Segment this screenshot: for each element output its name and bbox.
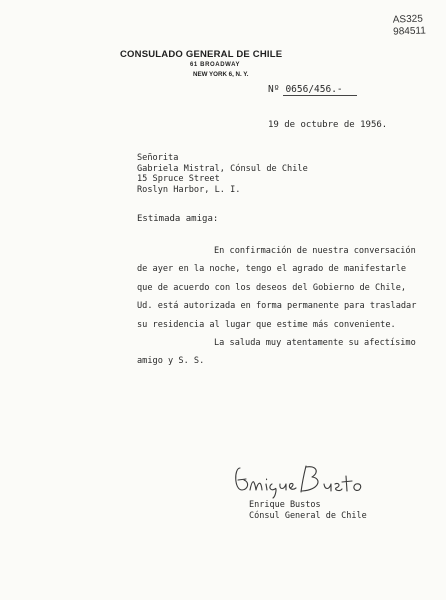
letterhead-city: NEW YORK 6, N. Y. (193, 71, 249, 78)
archive-code-line-1: AS325 (392, 13, 423, 26)
salutation: Estimada amiga: (137, 214, 219, 224)
handwritten-signature (230, 460, 370, 500)
body-line: amigo y S. S. (137, 356, 205, 367)
letterhead (120, 49, 320, 78)
body-line: su residencia al lugar que estime más conveniente. (137, 319, 396, 330)
recipient-line: Gabriela Mistral, Cónsul de Chile (137, 163, 308, 174)
body-line: Ud. está autorizada en forma permanente para trasladar (137, 301, 417, 312)
recipient-address (137, 153, 308, 195)
signer-name: Enrique Bustos (249, 500, 321, 510)
body-line: La saluda muy atentamente su afectísimo (214, 338, 416, 349)
letter-body (137, 242, 417, 371)
archive-code (393, 13, 426, 38)
signer-title: Cónsul General de Chile (249, 510, 367, 521)
body-line: de ayer en la noche, tengo el agrado de manifestarle (137, 264, 407, 275)
letterhead-street: 61 BROADWAY (190, 62, 241, 68)
letter-date: 19 de octubre de 1956. (268, 120, 388, 130)
reference-value: 0656/456.- (283, 84, 357, 96)
recipient-line: 15 Spruce Street (137, 174, 220, 185)
body-line: que de acuerdo con los deseos del Gobierno de Chile, (137, 282, 407, 293)
recipient-line: Roslyn Harbor, L. I. (137, 184, 241, 195)
letterhead-name: CONSULADO GENERAL DE CHILE (120, 49, 283, 60)
signer-block (249, 500, 367, 521)
body-line: En confirmación de nuestra conversación (214, 246, 416, 256)
recipient-line: Señorita (137, 153, 179, 163)
reference-prefix: Nº (268, 84, 280, 95)
archive-code-line-2: 984511 (393, 25, 427, 38)
reference-number (268, 84, 357, 96)
